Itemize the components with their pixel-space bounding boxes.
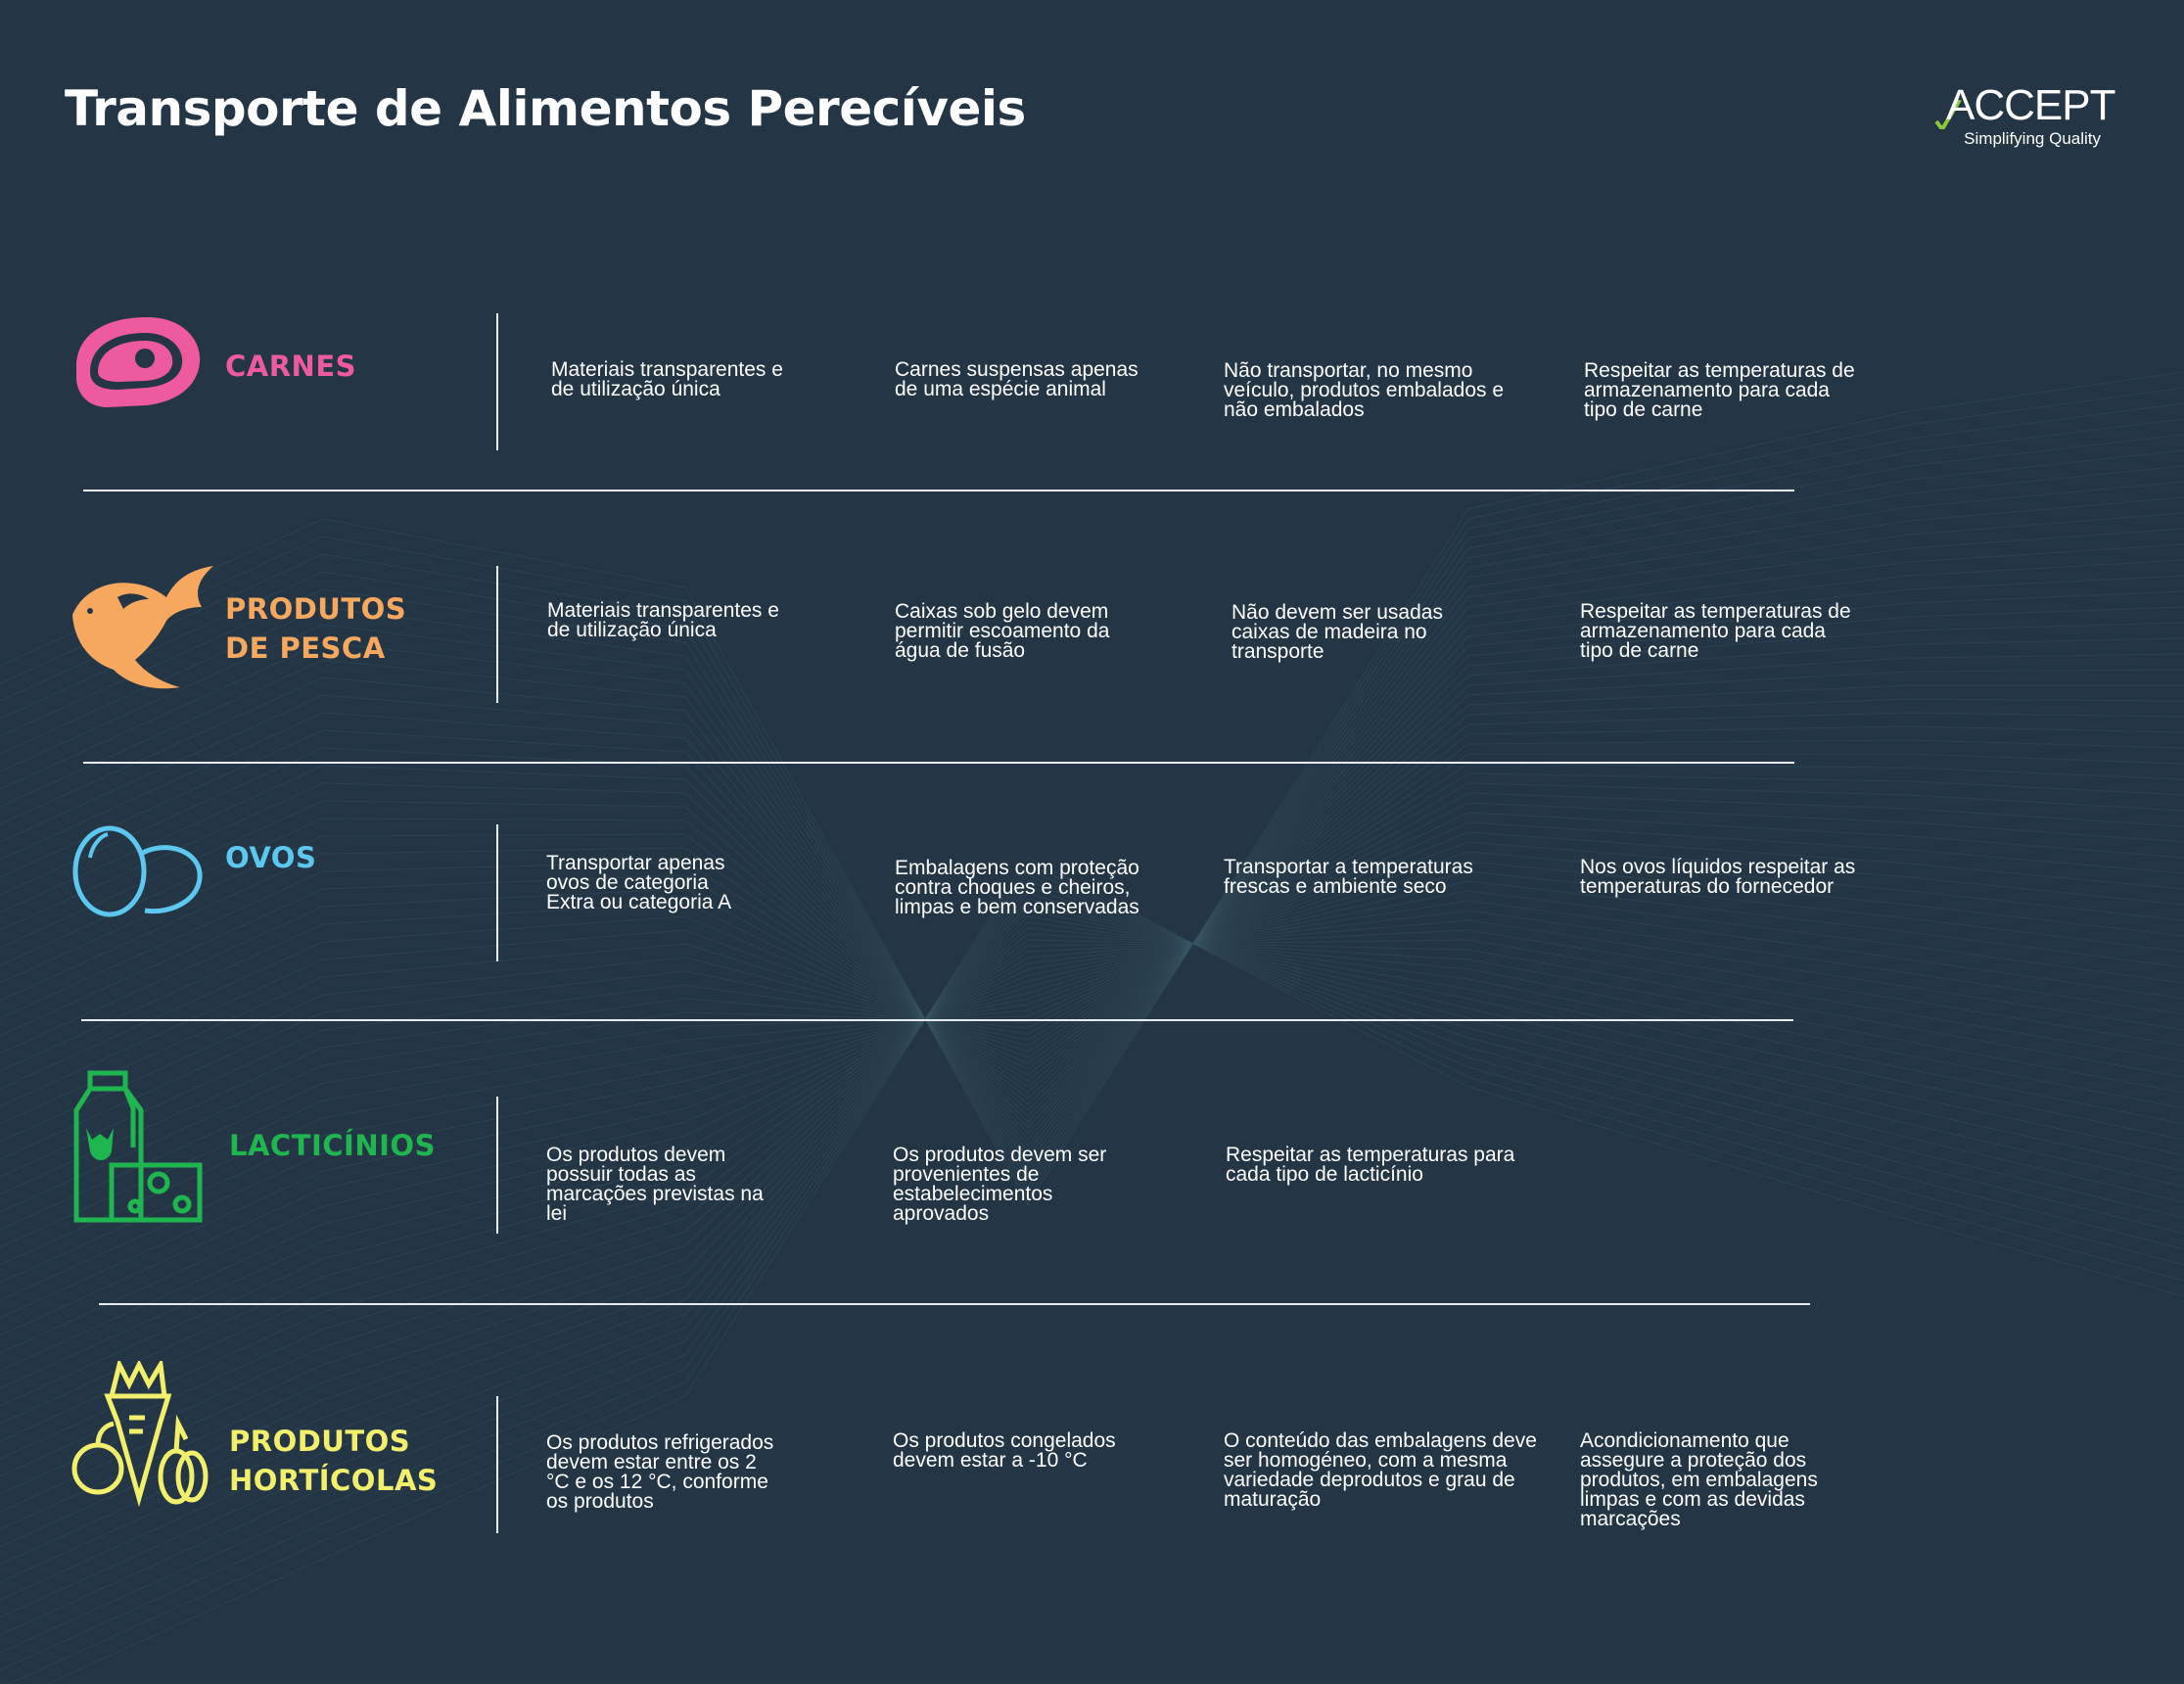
logo-tagline: Simplifying Quality (1964, 129, 2101, 148)
rule-item: Os produtos congelados devem estar a -10 °C (893, 1429, 1116, 1472)
section-divider (81, 1019, 1793, 1021)
rule-item: Os produtos devem ser provenientes de estabelecimentos aprovados (893, 1144, 1107, 1225)
background-line (0, 869, 2184, 1670)
category-row-carnes (0, 313, 2184, 460)
background-line (0, 864, 2184, 1684)
rule-item: Respeitar as temperaturas de armazenamento para cada tipo de carne (1584, 359, 1855, 421)
rule-item: O conteúdo das embalagens deve ser homogéneo, com a mesma variedade deprodutos e grau de maturação (1224, 1429, 1537, 1511)
eggs-icon (70, 824, 204, 922)
vertical-divider (496, 1097, 498, 1234)
category-row-ovos (0, 824, 2184, 971)
rule-item: Os produtos devem possuir todas as marcações previstas na lei (546, 1144, 764, 1225)
section-divider (99, 1303, 1810, 1305)
rule-item: Respeitar as temperaturas para cada tipo de lacticínio (1226, 1144, 1515, 1186)
rule-item: Caixas sob gelo devem permitir escoamento da água de fusão (895, 600, 1110, 662)
category-row-lacticinios (0, 1097, 2184, 1243)
page-title: Transporte de Alimentos Perecíveis (65, 80, 1026, 137)
rule-item: Transportar apenas ovos de categoria Extra ou categoria A (546, 852, 732, 913)
section-divider (83, 490, 1794, 491)
vertical-divider (496, 566, 498, 703)
rule-item: Não transportar, no mesmo veículo, produtos embalados e não embalados (1224, 359, 1505, 421)
vertical-divider (496, 1396, 498, 1533)
background-line (0, 435, 2184, 1181)
category-label-lacticinios: LACTICÍNIOS (229, 1129, 436, 1162)
category-label-pesca: PRODUTOS DE PESCA (225, 592, 407, 665)
rule-item: Carnes suspensas apenas de uma espécie animal (895, 358, 1138, 400)
background-line (0, 388, 2184, 1198)
category-row-pesca (0, 566, 2184, 713)
milk-cheese-icon (72, 1069, 204, 1226)
category-label-carnes: CARNES (225, 350, 357, 383)
rule-item: Materiais transparentes e de utilização única (547, 599, 779, 641)
accept-logo (1934, 81, 2115, 151)
meat-steak-icon (69, 313, 206, 411)
rule-item: Não devem ser usadas caixas de madeira no transporte (1231, 601, 1443, 663)
rule-item: Embalagens com proteção contra choques e cheiros, limpas e bem conservadas (895, 857, 1139, 918)
category-label-horticolas: PRODUTOS HORTÍCOLAS (229, 1425, 439, 1497)
background-line (0, 858, 2184, 1684)
rule-item: Respeitar as temperaturas de armazenamento para cada tipo de carne (1580, 600, 1851, 662)
rule-item: Acondicionamento que assegure a proteção dos produtos, em embalagens limpas e com as devidas marcações (1580, 1429, 1818, 1530)
rule-item: Os produtos refrigerados devem estar entre os 2 °C e os 12 °C, conforme os produtos (546, 1431, 774, 1513)
rule-item: Nos ovos líquidos respeitar as temperaturas do fornecedor (1580, 856, 1856, 898)
fish-icon (72, 566, 213, 688)
logo-word: ACCEPT (1946, 81, 2115, 129)
background-line (0, 450, 2184, 1175)
rule-item: Materiais transparentes e de utilização única (551, 358, 783, 400)
vertical-divider (496, 313, 498, 450)
category-label-ovos: OVOS (225, 841, 317, 874)
section-divider (83, 762, 1794, 764)
category-row-horticolas (0, 1396, 2184, 1543)
background-line (0, 372, 2184, 1204)
vertical-divider (496, 824, 498, 961)
rule-item: Transportar a temperaturas frescas e ambiente seco (1224, 856, 1473, 898)
vegetables-icon (69, 1361, 215, 1508)
